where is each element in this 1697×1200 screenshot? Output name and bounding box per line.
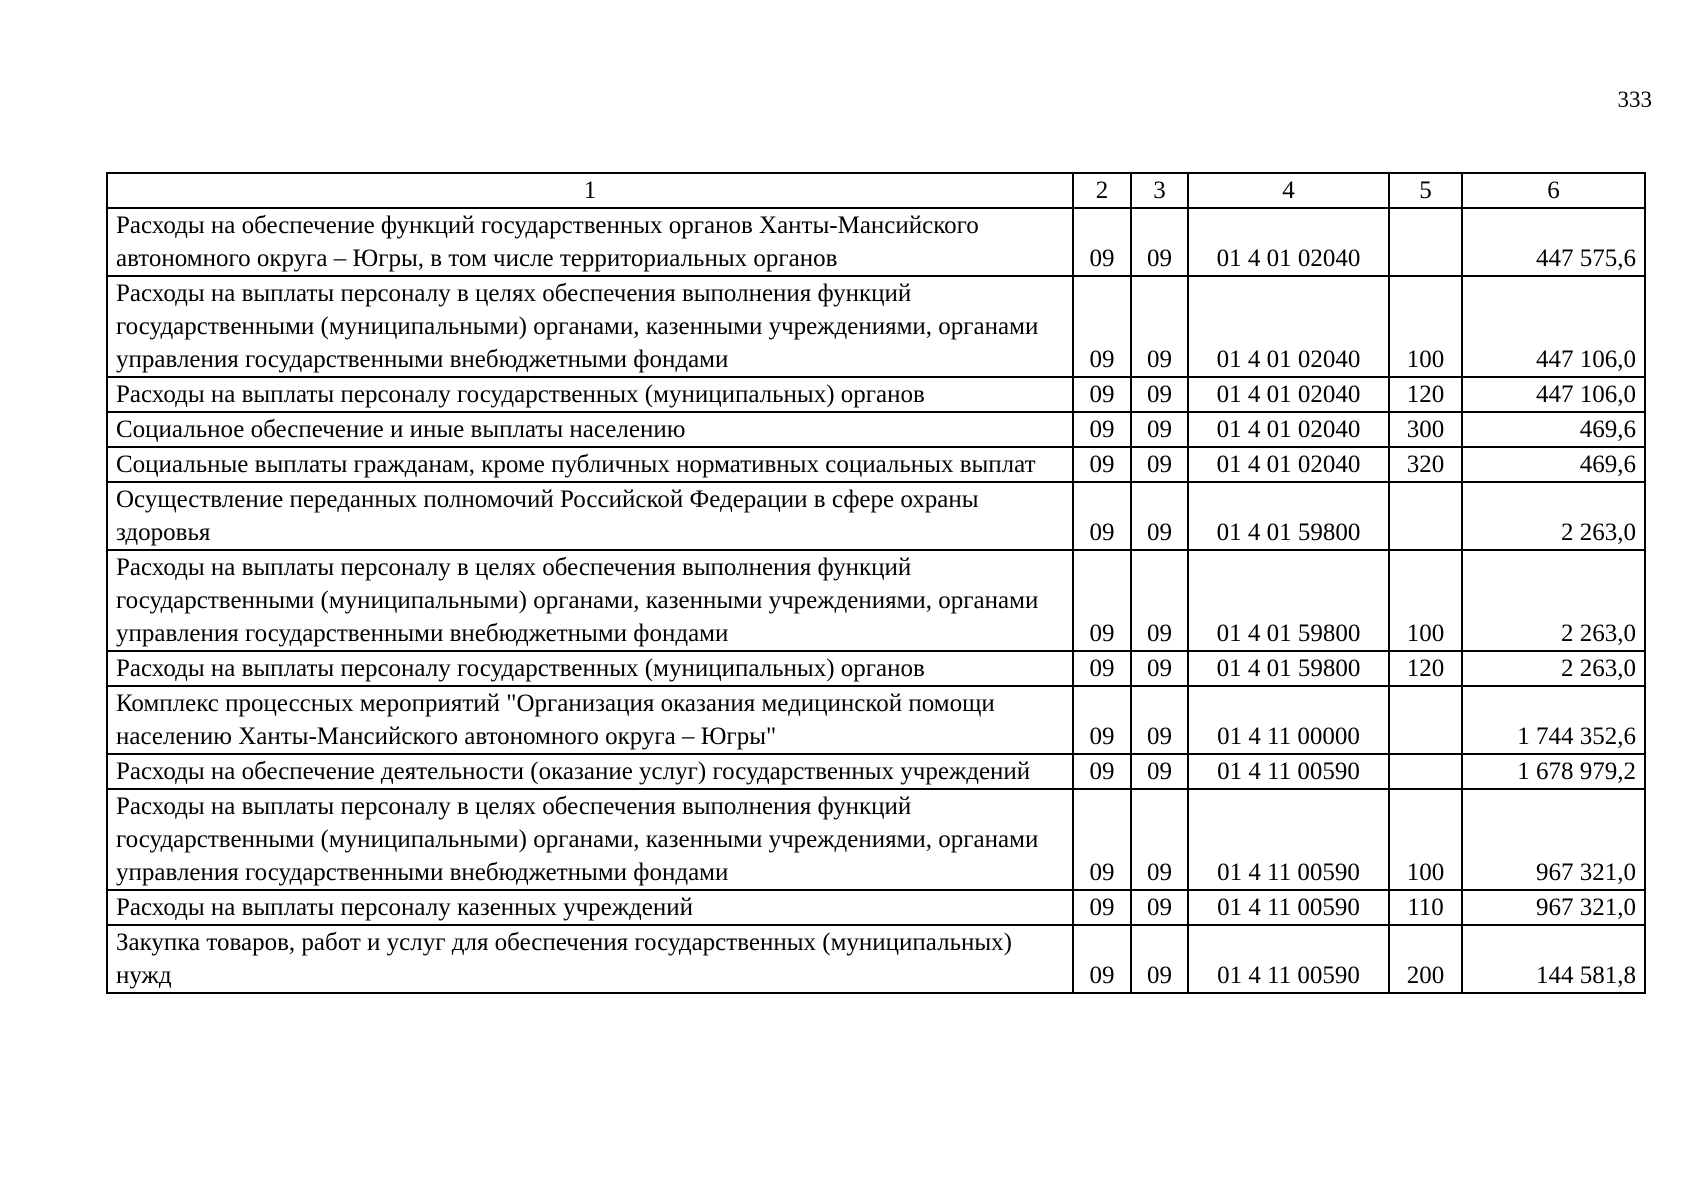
section-code-cell: 09 [1073, 754, 1131, 789]
expense-type-cell [1389, 686, 1462, 754]
subsection-code-cell: 09 [1131, 651, 1188, 686]
table-header-row [107, 173, 1645, 208]
amount-cell: 447 106,0 [1462, 377, 1645, 412]
expense-type-cell: 120 [1389, 377, 1462, 412]
expense-type-cell: 100 [1389, 276, 1462, 377]
amount-cell: 1 744 352,6 [1462, 686, 1645, 754]
expense-name-cell: Расходы на выплаты персоналу в целях обеспечения выполнения функций государственными (муниципальными) органами, казенными учреждениями, органами управления государственными внебюджетными фондами [107, 550, 1073, 651]
expense-name-cell: Осуществление переданных полномочий Российской Федерации в сфере охраны здоровья [107, 482, 1073, 550]
target-article-cell: 01 4 01 02040 [1188, 276, 1389, 377]
table-row [107, 651, 1645, 686]
target-article-cell: 01 4 01 02040 [1188, 208, 1389, 276]
column-header: 4 [1188, 173, 1389, 208]
section-code-cell: 09 [1073, 208, 1131, 276]
target-article-cell: 01 4 01 02040 [1188, 412, 1389, 447]
target-article-cell: 01 4 01 59800 [1188, 482, 1389, 550]
expense-name-cell: Расходы на выплаты персоналу в целях обеспечения выполнения функций государственными (муниципальными) органами, казенными учреждениями, органами управления государственными внебюджетными фондами [107, 276, 1073, 377]
target-article-cell: 01 4 01 59800 [1188, 651, 1389, 686]
expense-type-cell: 320 [1389, 447, 1462, 482]
table-row [107, 208, 1645, 276]
table-row [107, 789, 1645, 890]
subsection-code-cell: 09 [1131, 550, 1188, 651]
subsection-code-cell: 09 [1131, 686, 1188, 754]
expense-type-cell: 200 [1389, 925, 1462, 993]
column-header: 3 [1131, 173, 1188, 208]
subsection-code-cell: 09 [1131, 754, 1188, 789]
target-article-cell: 01 4 11 00000 [1188, 686, 1389, 754]
amount-cell: 2 263,0 [1462, 550, 1645, 651]
column-header: 2 [1073, 173, 1131, 208]
amount-cell: 144 581,8 [1462, 925, 1645, 993]
column-header: 6 [1462, 173, 1645, 208]
expense-type-cell: 120 [1389, 651, 1462, 686]
column-header: 1 [107, 173, 1073, 208]
table-row [107, 412, 1645, 447]
table-row [107, 447, 1645, 482]
section-code-cell: 09 [1073, 377, 1131, 412]
expense-name-cell: Социальные выплаты гражданам, кроме публичных нормативных социальных выплат [107, 447, 1073, 482]
amount-cell: 967 321,0 [1462, 890, 1645, 925]
expense-name-cell: Расходы на обеспечение функций государственных органов Ханты-Мансийского автономного округа – Югры, в том числе территориальных органов [107, 208, 1073, 276]
expense-name-cell: Закупка товаров, работ и услуг для обеспечения государственных (муниципальных) нужд [107, 925, 1073, 993]
table-row [107, 686, 1645, 754]
section-code-cell: 09 [1073, 276, 1131, 377]
subsection-code-cell: 09 [1131, 412, 1188, 447]
amount-cell: 2 263,0 [1462, 482, 1645, 550]
subsection-code-cell: 09 [1131, 208, 1188, 276]
table-row [107, 482, 1645, 550]
section-code-cell: 09 [1073, 890, 1131, 925]
section-code-cell: 09 [1073, 482, 1131, 550]
amount-cell: 1 678 979,2 [1462, 754, 1645, 789]
target-article-cell: 01 4 01 59800 [1188, 550, 1389, 651]
subsection-code-cell: 09 [1131, 890, 1188, 925]
expense-name-cell: Расходы на выплаты персоналу казенных учреждений [107, 890, 1073, 925]
expense-type-cell: 110 [1389, 890, 1462, 925]
amount-cell: 469,6 [1462, 412, 1645, 447]
amount-cell: 2 263,0 [1462, 651, 1645, 686]
table-row [107, 754, 1645, 789]
expense-type-cell: 300 [1389, 412, 1462, 447]
section-code-cell: 09 [1073, 550, 1131, 651]
section-code-cell: 09 [1073, 651, 1131, 686]
target-article-cell: 01 4 11 00590 [1188, 754, 1389, 789]
subsection-code-cell: 09 [1131, 447, 1188, 482]
section-code-cell: 09 [1073, 447, 1131, 482]
expense-type-cell [1389, 208, 1462, 276]
expense-name-cell: Расходы на выплаты персоналу в целях обеспечения выполнения функций государственными (муниципальными) органами, казенными учреждениями, органами управления государственными внебюджетными фондами [107, 789, 1073, 890]
table-row [107, 890, 1645, 925]
expense-name-cell: Расходы на выплаты персоналу государственных (муниципальных) органов [107, 651, 1073, 686]
section-code-cell: 09 [1073, 789, 1131, 890]
target-article-cell: 01 4 01 02040 [1188, 447, 1389, 482]
amount-cell: 447 575,6 [1462, 208, 1645, 276]
subsection-code-cell: 09 [1131, 276, 1188, 377]
expense-name-cell: Комплекс процессных мероприятий "Организация оказания медицинской помощи населению Ханты-Мансийского автономного округа – Югры" [107, 686, 1073, 754]
expense-name-cell: Расходы на обеспечение деятельности (оказание услуг) государственных учреждений [107, 754, 1073, 789]
budget-expenditure-table [106, 172, 1646, 994]
subsection-code-cell: 09 [1131, 377, 1188, 412]
expense-name-cell: Расходы на выплаты персоналу государственных (муниципальных) органов [107, 377, 1073, 412]
section-code-cell: 09 [1073, 686, 1131, 754]
expense-type-cell [1389, 754, 1462, 789]
table-row [107, 377, 1645, 412]
expense-type-cell [1389, 482, 1462, 550]
subsection-code-cell: 09 [1131, 925, 1188, 993]
table-body [107, 208, 1645, 993]
section-code-cell: 09 [1073, 412, 1131, 447]
table-row [107, 550, 1645, 651]
expense-type-cell: 100 [1389, 789, 1462, 890]
amount-cell: 967 321,0 [1462, 789, 1645, 890]
expense-type-cell: 100 [1389, 550, 1462, 651]
subsection-code-cell: 09 [1131, 482, 1188, 550]
subsection-code-cell: 09 [1131, 789, 1188, 890]
amount-cell: 469,6 [1462, 447, 1645, 482]
target-article-cell: 01 4 11 00590 [1188, 890, 1389, 925]
target-article-cell: 01 4 01 02040 [1188, 377, 1389, 412]
expense-name-cell: Социальное обеспечение и иные выплаты населению [107, 412, 1073, 447]
target-article-cell: 01 4 11 00590 [1188, 925, 1389, 993]
column-header: 5 [1389, 173, 1462, 208]
table-row [107, 925, 1645, 993]
table-row [107, 276, 1645, 377]
page-number: 333 [1617, 87, 1652, 112]
section-code-cell: 09 [1073, 925, 1131, 993]
target-article-cell: 01 4 11 00590 [1188, 789, 1389, 890]
amount-cell: 447 106,0 [1462, 276, 1645, 377]
